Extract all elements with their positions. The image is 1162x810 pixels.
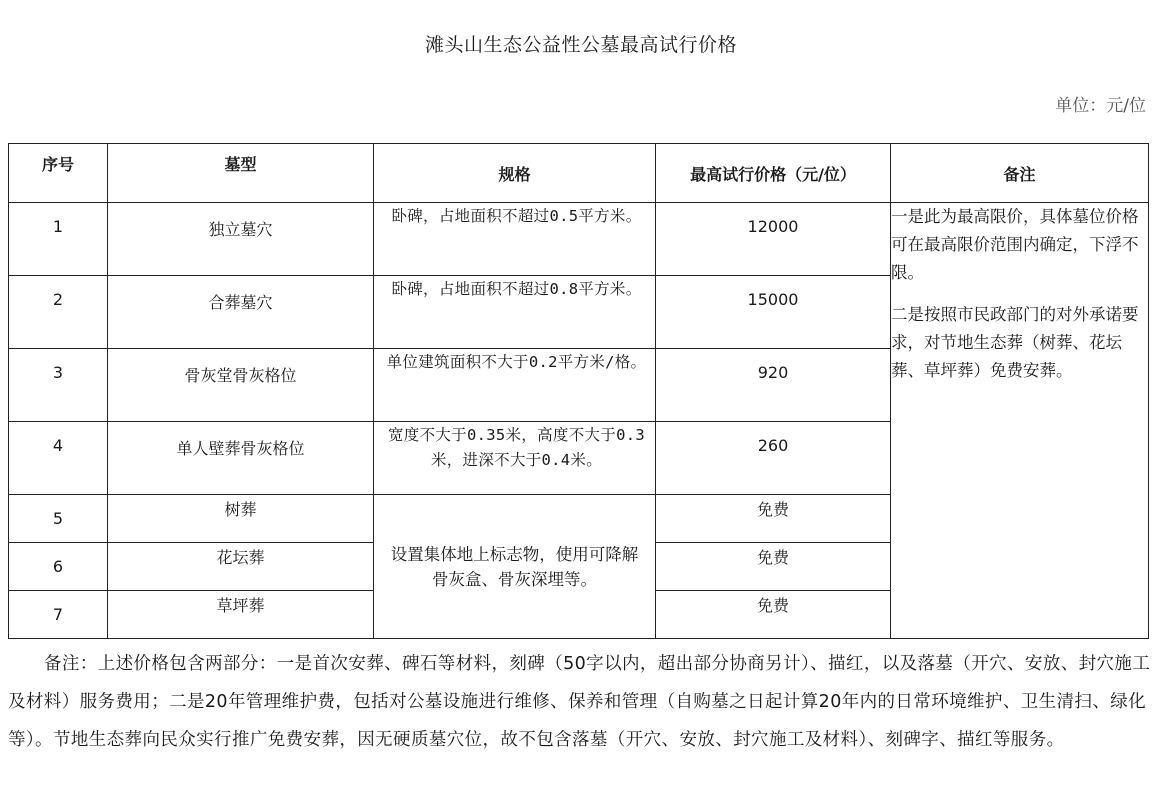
row-spec: 卧碑，占地面积不超过0.5平方米。: [374, 203, 656, 276]
remark-cell: [891, 203, 1149, 639]
row-type: 花坛葬: [108, 543, 374, 591]
row-price: 免费: [656, 495, 891, 543]
header-remark: 备注: [891, 144, 1149, 203]
table-row: [9, 203, 1149, 276]
row-no: 5: [9, 495, 108, 543]
row-price: 免费: [656, 591, 891, 639]
unit-label: 单位：元/位: [1055, 96, 1146, 116]
row-no: 3: [9, 349, 108, 422]
row-price: 免费: [656, 543, 891, 591]
header-spec: 规格: [374, 144, 656, 203]
row-type: 合葬墓穴: [108, 276, 374, 349]
row-price: 260: [656, 422, 891, 495]
eco-spec-text: 设置集体地上标志物，使用可降解骨灰盒、骨灰深埋等。: [390, 544, 639, 589]
row-type: 树葬: [108, 495, 374, 543]
row-no: 7: [9, 591, 108, 639]
row-no: 1: [9, 203, 108, 276]
row-type: 独立墓穴: [108, 203, 374, 276]
row-type: 单人壁葬骨灰格位: [108, 422, 374, 495]
row-no: 6: [9, 543, 108, 591]
page-title: 滩头山生态公益性公墓最高试行价格: [424, 34, 737, 56]
row-no: 2: [9, 276, 108, 349]
price-table: [8, 143, 1149, 639]
table-header-row: [9, 144, 1149, 203]
row-price: 15000: [656, 276, 891, 349]
header-no: 序号: [9, 144, 108, 203]
row-spec: 宽度不大于0.35米，高度不大于0.3米，进深不大于0.4米。: [374, 422, 656, 495]
row-price: 12000: [656, 203, 891, 276]
row-spec: 卧碑，占地面积不超过0.8平方米。: [374, 276, 656, 349]
row-type: 草坪葬: [108, 591, 374, 639]
header-price: 最高试行价格（元/位）: [656, 144, 891, 203]
remark-paragraph: 一是此为最高限价，具体墓位价格可在最高限价范围内确定，下浮不限。: [891, 207, 1139, 282]
eco-spec-cell: [374, 495, 656, 639]
row-type: 骨灰堂骨灰格位: [108, 349, 374, 422]
row-spec: 单位建筑面积不大于0.2平方米/格。: [374, 349, 656, 422]
header-type: 墓型: [108, 144, 374, 203]
remark-paragraph: 二是按照市民政部门的对外承诺要求，对节地生态葬（树葬、花坛葬、草坪葬）免费安葬。: [891, 305, 1139, 380]
row-price: 920: [656, 349, 891, 422]
footnote: 备注：上述价格包含两部分：一是首次安葬、碑石等材料，刻碑（50字以内，超出部分协商另计）、描红，以及落墓（开穴、安放、封穴施工及材料）服务费用；二是20年管理维护费，包括对公墓设施进行维修、保养和管理（自购墓之日起计算20年内的日常环境维护、卫生清扫、绿化等）。节地生态葬向民众实行推广免费安葬，因无硬质墓穴位，故不包含落墓（开穴、安放、封穴施工及材料）、刻碑字、描红等服务。: [8, 654, 1151, 750]
row-no: 4: [9, 422, 108, 495]
